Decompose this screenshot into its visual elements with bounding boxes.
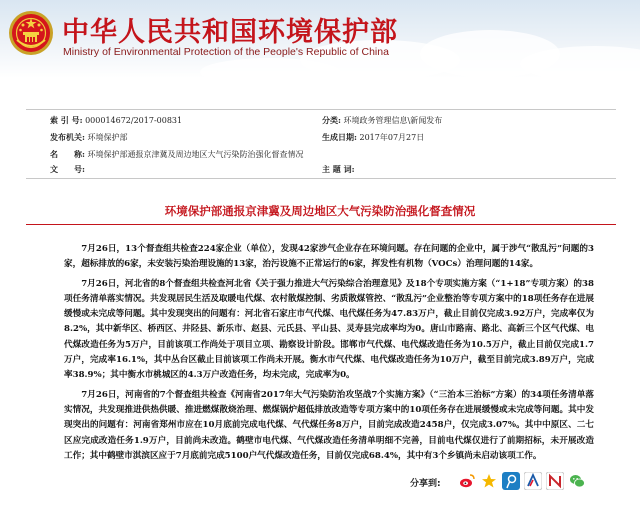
meta-index [50,115,182,126]
paragraph: 7月26日，13个督查组共检查224家企业（单位），发现42家涉气企业存在环境问题。存在问题的企业中，属于涉气“散乱污”问题的3家，超标排放的6家，未安装污染治理设施的13家，治污设施不正常运行的6家，挥发性有机物（VOCs）治理问题的14家。 [64,244,594,270]
meta-date [322,132,424,143]
paragraph: 7月26日，河南省的7个督查组共检查《河南省2017年大气污染防治攻坚战7个实施方案》（“三治本三治标”方案）的34项任务清单落实情况，共发现推进供热供暖、推进燃煤散烧治理、燃煤锅炉超低排放改造等专项方案中的10项任务存在进展缓慢或未完成等问题。其中发现突出的问题有：河南省郑州市应在10月底前完成电代煤、气代煤任务8万户，目前完成改造2458户，仅完成3.07%。其中中原区、二七区应完成改造任务1.9万户，目前尚未改造。鹤壁市电代煤、气代煤改造任务清单明细不完善，目前电代煤仅进行了前期招标，未开展改造工作；其中鹤壁市淇滨区应于7月底前完成5100户气代煤改造任务，目前仅完成68.4%，其中有3个乡镇尚未启动该项工作。 [64,389,594,461]
meta-docno [50,164,85,175]
paragraph: 7月26日，河北省的8个督查组共检查河北省《关于强力推进大气污染综合治理意见》及18个专项实施方案（“1+18”专项方案）的38项任务清单落实情况。共发现居民生活及取暖电代煤、农村散煤控制、劣质散煤管控、“散乱污”企业整治等专项方案中的18项任务存在进展缓慢或未完成等问题。其中发现突出的问题有：河北省石家庄市气代煤、电代煤任务为47.83万户，截止目前仅完成3.92万户，完成率仅为8.2%，其中新华区、桥西区、井陉县、新乐市、赵县、元氏县、平山县、灵寿县完成率均为0。唐山市路南、路北、高新三个区气代煤、电代煤改造任务为5万户，目前该项工作尚处于项目立项、勘察设计阶段。邯郸市气代煤、电代煤改造任务为10.5万户，截止目前仅完成1.7万户，完成率16.1%，其中丛台区截止目前该项工作尚未开展。衡水市气代煤、电代煤改造任务为10万户，截至目前完成3.89万户，完成率38.9%；其中衡水市桃城区的4.3万户改造任务，均未完成，完成率为0。 [64,278,594,381]
meta-issuer-value: 环境保护部 [87,133,128,142]
site-title-english: Ministry of Environmental Protection of the People's Republic of China [63,46,389,58]
meta-index-label: 索 引 号: [50,115,83,125]
meta-date-label: 生成日期: [322,132,357,142]
document-body [64,242,594,468]
meta-keyword-label: 主 题 词: [322,164,355,174]
meta-name [50,149,304,160]
tencent-weibo-icon[interactable] [502,472,520,490]
meta-category-label: 分类: [322,115,341,125]
renren-icon[interactable] [524,472,542,490]
meta-category [322,115,442,126]
document-metadata [26,109,616,179]
meta-name-value: 环境保护部通报京津冀及周边地区大气污染防治强化督查情况 [87,150,304,159]
wechat-icon[interactable] [568,472,586,490]
share-label: 分享到: [410,479,441,489]
meta-keyword [322,164,355,175]
national-emblem-icon [8,10,54,56]
meta-category-value: 环境政务管理信息\新闻发布 [343,116,443,125]
meta-date-value: 2017年07月27日 [359,133,425,142]
meta-name-label: 名 称: [50,149,85,159]
site-title: 中华人民共和国环境保护部 [62,17,398,48]
sina-weibo-icon[interactable] [458,472,476,490]
document-title: 环境保护部通报京津冀及周边地区大气污染防治强化督查情况 [164,204,476,218]
title-divider [26,224,616,225]
meta-index-value: 000014672/2017-00831 [85,116,183,125]
site-header [0,0,640,78]
meta-docno-label: 文 号: [50,164,85,174]
meta-issuer-label: 发布机关: [50,132,85,142]
qzone-icon[interactable] [480,472,498,490]
netease-icon[interactable] [546,472,564,490]
meta-issuer [50,132,128,143]
